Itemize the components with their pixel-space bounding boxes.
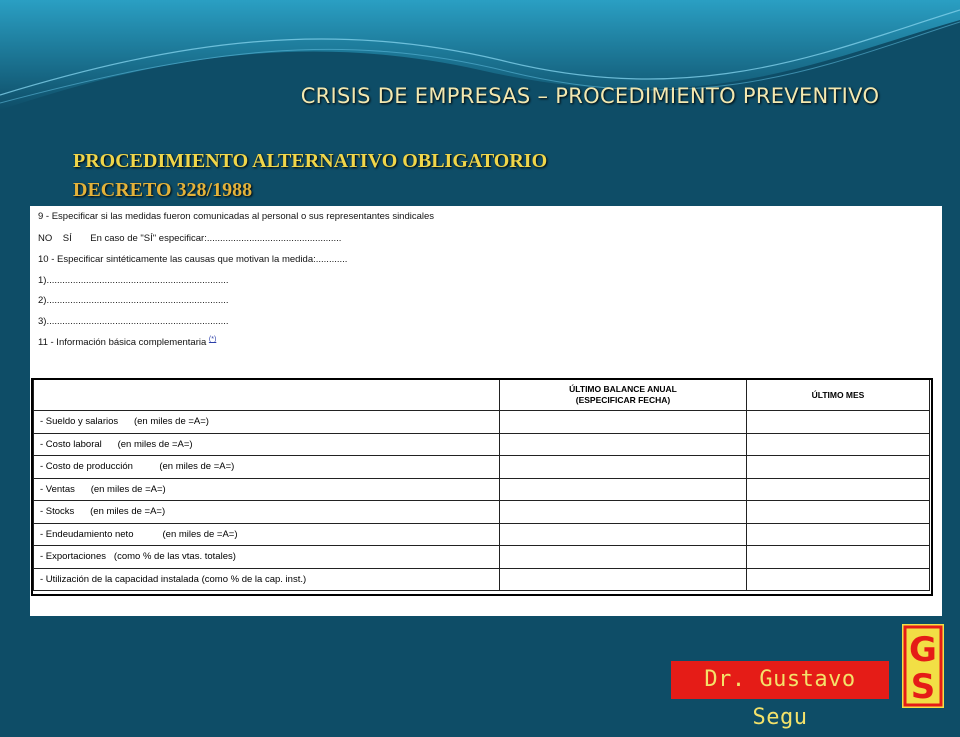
cell-balance[interactable] <box>500 478 747 501</box>
cell-month[interactable] <box>747 523 930 546</box>
cell-month[interactable] <box>747 456 930 479</box>
footnote-link[interactable]: (*) <box>208 336 217 343</box>
row-label: - Costo de producción (en miles de =A=) <box>34 456 500 479</box>
logo-letter-g: G <box>909 630 937 670</box>
cell-balance[interactable] <box>500 456 747 479</box>
cell-balance[interactable] <box>500 568 747 591</box>
form-line-11-text: 11 - Información básica complementaria <box>38 337 207 349</box>
background-wave <box>0 0 960 140</box>
table-row <box>34 478 930 501</box>
row-label: - Ventas (en miles de =A=) <box>34 478 500 501</box>
form-line-11 <box>38 336 216 348</box>
table-row <box>34 456 930 479</box>
cell-month[interactable] <box>747 411 930 434</box>
cell-month[interactable] <box>747 568 930 591</box>
table-row <box>34 568 930 591</box>
form-line-cause-2: 2)..................................................................... <box>38 295 229 306</box>
form-line-10: 10 - Especificar sintéticamente las causas que motivan la medida:............ <box>38 254 348 265</box>
subtitle-procedure: PROCEDIMIENTO ALTERNATIVO OBLIGATORIO <box>73 150 548 172</box>
table-row <box>34 433 930 456</box>
document-form <box>30 206 942 616</box>
cell-balance[interactable] <box>500 411 747 434</box>
author-signature: Dr. Gustavo Segu <box>671 661 889 699</box>
cell-balance[interactable] <box>500 523 747 546</box>
subtitle-decree: DECRETO 328/1988 <box>73 179 253 201</box>
header-last-month: ÚLTIMO MES <box>747 380 930 411</box>
form-line-cause-1: 1)..................................................................... <box>38 275 229 286</box>
cell-balance[interactable] <box>500 433 747 456</box>
header-last-balance <box>500 380 747 411</box>
table-row <box>34 523 930 546</box>
row-label: - Endeudamiento neto (en miles de =A=) <box>34 523 500 546</box>
logo-letter-s: S <box>910 667 936 707</box>
form-line-9: 9 - Especificar si las medidas fueron comunicadas al personal o sus representantes sindicales <box>38 211 435 222</box>
header-last-balance-line2: (ESPECIFICAR FECHA) <box>575 395 671 405</box>
gs-logo-mark <box>902 624 944 708</box>
row-label: - Stocks (en miles de =A=) <box>34 501 500 524</box>
cell-balance[interactable] <box>500 501 747 524</box>
cell-month[interactable] <box>747 501 930 524</box>
row-label: - Sueldo y salarios (en miles de =A=) <box>34 411 500 434</box>
financial-table <box>33 379 930 591</box>
gs-logo <box>902 624 944 708</box>
form-line-cause-3: 3)..................................................................... <box>38 316 229 327</box>
cell-balance[interactable] <box>500 546 747 569</box>
header-last-balance-line1: ÚLTIMO BALANCE ANUAL <box>569 384 677 394</box>
cell-month[interactable] <box>747 478 930 501</box>
form-line-si-no: NO SÍ En caso de "SÍ" especificar:................................................... <box>38 233 342 244</box>
header-blank <box>34 380 500 411</box>
table-header-row <box>34 380 930 411</box>
row-label: - Costo laboral (en miles de =A=) <box>34 433 500 456</box>
row-label: - Utilización de la capacidad instalada (como % de la cap. inst.) <box>34 568 500 591</box>
table-row <box>34 501 930 524</box>
table-row <box>34 411 930 434</box>
cell-month[interactable] <box>747 433 930 456</box>
cell-month[interactable] <box>747 546 930 569</box>
row-label: - Exportaciones (como % de las vtas. totales) <box>34 546 500 569</box>
slide-title: CRISIS DE EMPRESAS – PROCEDIMIENTO PREVENTIVO <box>300 84 880 108</box>
table-row <box>34 546 930 569</box>
